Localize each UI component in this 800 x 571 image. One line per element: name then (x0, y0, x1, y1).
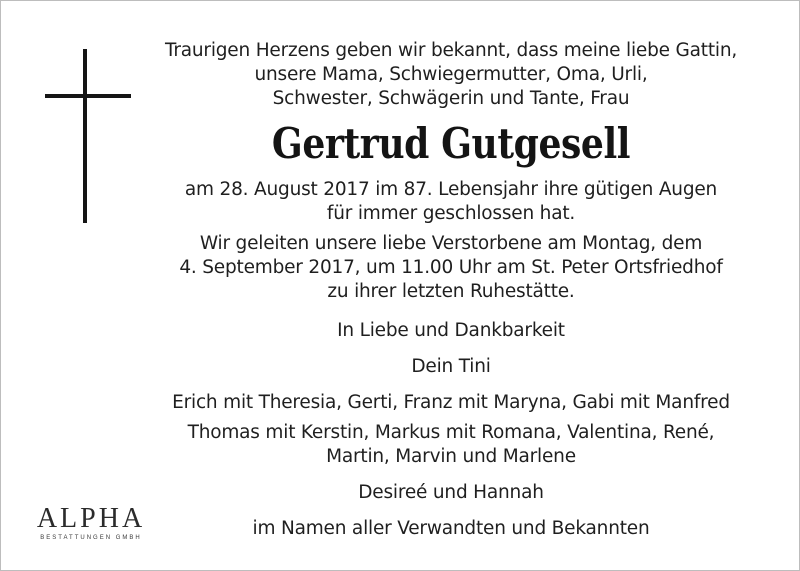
funeral-info-line: zu ihrer letzten Ruhestätte. (327, 281, 575, 302)
mourner-grandchildren: Thomas mit Kerstin, Markus mit Romana, Valentina, René, (187, 422, 715, 443)
cross-vertical-bar (83, 49, 87, 223)
funeral-home-logo (28, 505, 154, 543)
intro-line: Traurigen Herzens geben wir bekannt, dass meine liebe Gattin, (164, 40, 738, 61)
cross-icon (45, 49, 131, 223)
mourner-relatives: im Namen aller Verwandten und Bekannten (252, 518, 650, 539)
funeral-info-line: 4. September 2017, um 11.00 Uhr am St. Peter Ortsfriedhof (179, 257, 723, 278)
mourner-great-grandchildren: Desireé und Hannah (358, 482, 544, 503)
intro-line: Schwester, Schwägerin und Tante, Frau (272, 88, 630, 109)
closing-phrase: In Liebe und Dankbarkeit (337, 320, 565, 341)
intro-line: unsere Mama, Schwiegermutter, Oma, Urli, (254, 64, 648, 85)
death-info-line: für immer geschlossen hat. (326, 203, 576, 224)
mourner-children: Erich mit Theresia, Gerti, Franz mit Maryna, Gabi mit Manfred (172, 392, 730, 413)
logo-name: ALPHA (36, 503, 146, 534)
death-info-line: am 28. August 2017 im 87. Lebensjahr ihre gütigen Augen (184, 179, 718, 200)
funeral-info-line: Wir geleiten unsere liebe Verstorbene am Montag, dem (199, 233, 703, 254)
notice-text (141, 39, 761, 541)
logo-subtitle: BESTATTUNGEN GMBH (40, 535, 142, 541)
mourner-spouse: Dein Tini (411, 356, 491, 377)
mourner-grandchildren: Martin, Marvin und Marlene (326, 446, 576, 467)
cross-horizontal-bar (45, 94, 131, 98)
deceased-name: Gertrud Gutgesell (271, 119, 631, 168)
